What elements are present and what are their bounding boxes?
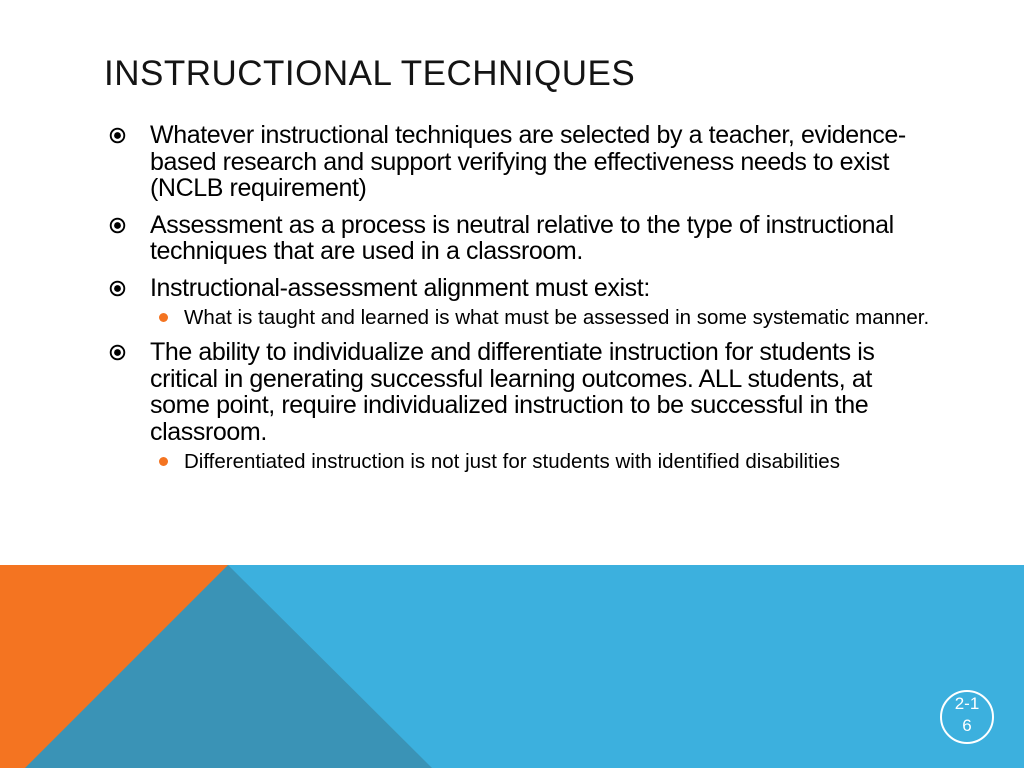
sub-bullet-text: Differentiated instruction is not just for students with identified disabilities [184,450,840,473]
circled-dot-icon [109,280,126,297]
bullet-text: The ability to individualize and differentiate instruction for students is critical in generating successful learning outcomes. ALL students, at some point, require individualized instruction to be successful in the classroom. [150,338,875,446]
bullet-text: Instructional-assessment alignment must exist: [150,273,650,302]
bullet-text: Assessment as a process is neutral relative to the type of instructional techniques that are used in a classroom. [150,210,894,265]
sub-bullet-item [150,306,934,329]
page-number-badge [940,690,994,744]
page-number: 2-16 [954,694,980,735]
bullet-text: Whatever instructional techniques are selected by a teacher, evidence-based research and support verifying the effectiveness needs to exist (NCLB requirement) [150,121,906,202]
bullet-item [104,339,934,473]
circled-dot-icon [109,217,126,234]
circled-dot-icon [109,344,126,361]
dot-bullet-icon [159,457,168,466]
bullet-list [104,122,934,483]
slide-title: INSTRUCTIONAL TECHNIQUES [104,54,636,93]
bullet-item [104,275,934,330]
sub-bullet-list [150,450,934,473]
circled-dot-icon [109,127,126,144]
footer-decoration [0,565,1024,768]
bullet-item [104,122,934,202]
sub-bullet-item [150,450,934,473]
sub-bullet-list [150,306,934,329]
dot-bullet-icon [159,313,168,322]
bullet-item [104,212,934,265]
sub-bullet-text: What is taught and learned is what must be assessed in some systematic manner. [184,306,930,329]
